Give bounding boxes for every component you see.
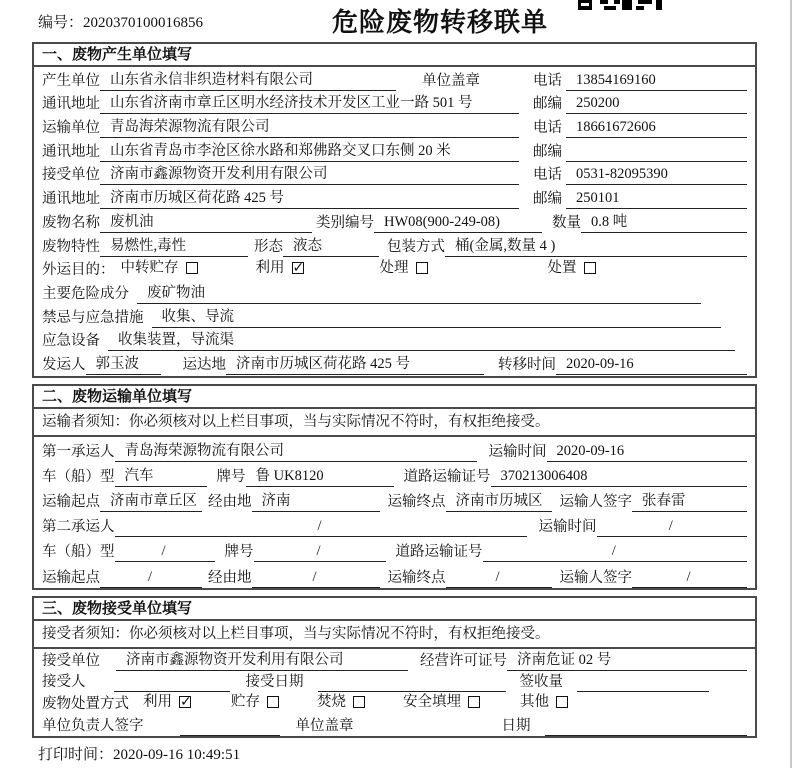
waste-name-label: 废物名称 — [42, 214, 100, 231]
purpose-utilize-option — [256, 258, 304, 278]
vehicle2-plate-label: 牌号 — [224, 544, 254, 561]
receiver-value: 济南市鑫源物资开发利用有限公司 — [100, 164, 519, 185]
vehicle2-plate-value: / — [254, 541, 386, 562]
license-value: 济南危证 02 号 — [507, 650, 747, 671]
taboo-measures-value: 收集、导流 — [152, 307, 722, 328]
acceptor-value — [114, 672, 230, 692]
receiver-zip-label: 邮编 — [533, 191, 562, 208]
disposal-other-checkbox — [556, 696, 568, 708]
dispatcher-label: 发运人 — [42, 356, 86, 373]
print-time — [38, 743, 240, 764]
disposal-method-label: 废物处置方式 — [42, 696, 129, 713]
transporter-zip-value — [566, 142, 747, 162]
route2-via-value: / — [252, 567, 380, 588]
acceptor-label: 接受人 — [42, 674, 86, 691]
hazard-component-label: 主要危险成分 — [42, 285, 129, 302]
producer-row — [34, 67, 755, 91]
receiver-address-row — [34, 185, 755, 209]
transporter-notice: 运输者须知：你必须核对以上栏目事项，当与实际情况不符时，有权拒绝接受。 — [34, 409, 755, 437]
route1-origin-label: 运输起点 — [42, 494, 100, 511]
waste-qty-label: 数量 — [552, 214, 581, 231]
vehicle2-type-value: / — [115, 541, 215, 562]
waste-code-label: 类别编号 — [316, 214, 374, 231]
transporter-label: 运输单位 — [42, 120, 100, 137]
route1-via-label: 经由地 — [208, 494, 252, 511]
waste-form-label: 形态 — [254, 238, 283, 255]
hazard-component-value: 废矿物油 — [137, 283, 701, 304]
receiver-notice: 接受者须知：你必须核对以上栏目事项，当与实际情况不符时，有权拒绝接受。 — [34, 621, 755, 649]
second-carrier-row — [34, 512, 755, 537]
route1-sign-value: 张春雷 — [632, 491, 747, 512]
producer-address-row — [34, 91, 755, 115]
purpose-transfer-storage-checkbox — [186, 262, 198, 274]
doc-number — [38, 11, 203, 32]
disposal-incinerate-option — [317, 692, 365, 712]
purpose-dispose-label: 处置 — [547, 260, 577, 277]
receiver-row — [34, 162, 755, 186]
first-carrier-value: 青岛海荣源物流有限公司 — [115, 441, 477, 462]
destination-value: 济南市历城区荷花路 425 号 — [226, 354, 484, 375]
emergency-equipment-label: 应急设备 — [42, 333, 100, 350]
accept-date-label: 接受日期 — [245, 674, 304, 691]
producer-phone-label: 电话 — [533, 72, 562, 89]
waste-property-row — [34, 233, 755, 257]
waste-pack-label: 包装方式 — [387, 238, 445, 255]
vehicle2-cert-label: 道路运输证号 — [395, 544, 483, 561]
receiver-phone-value: 0531-82095390 — [566, 164, 747, 185]
route1-end-label: 运输终点 — [387, 494, 446, 511]
doc-number-label: 编号： — [38, 15, 84, 31]
disposal-storage-checkbox — [267, 696, 279, 708]
route1-origin-value: 济南市章丘区 — [100, 491, 202, 512]
license-label: 经营许可证号 — [420, 652, 507, 669]
hazard-component-row — [34, 280, 755, 304]
signed-qty-label: 签收量 — [519, 674, 563, 691]
route2-end-label: 运输终点 — [387, 569, 446, 586]
disposal-method-row — [34, 692, 755, 714]
disposal-storage-label: 贮存 — [231, 694, 260, 711]
route2-origin-value: / — [100, 567, 202, 588]
receiver-address-value: 济南市历城区荷花路 425 号 — [100, 188, 519, 209]
transfer-time-label: 转移时间 — [498, 356, 556, 373]
purpose-transfer-storage-option — [121, 258, 198, 278]
purpose-treat-checkbox — [416, 262, 428, 274]
transporter-zip-label: 邮编 — [533, 143, 562, 160]
purpose-dispose-option — [548, 258, 596, 278]
section-transporter-heading: 二、废物运输单位填写 — [34, 386, 755, 409]
transporter-row — [34, 114, 755, 138]
section-transporter — [32, 384, 757, 590]
vehicle1-type-value: 汽车 — [115, 466, 207, 487]
print-time-label: 打印时间： — [38, 747, 114, 763]
second-carrier-label: 第二承运人 — [42, 519, 115, 536]
route2-sign-value: / — [632, 567, 747, 588]
disposal-utilize-label: 利用 — [143, 694, 172, 711]
producer-value: 山东省永信非织造材料有限公司 — [100, 70, 396, 91]
waste-property-value: 易燃性,毒性 — [100, 236, 248, 257]
transporter-address-row — [34, 138, 755, 162]
vehicle1-cert-label: 道路运输证号 — [403, 469, 491, 486]
acceptor-row — [34, 671, 755, 693]
signed-qty-value — [577, 672, 709, 692]
route1-end-value: 济南市历城区 — [446, 491, 552, 512]
vehicle1-row — [34, 462, 755, 487]
section-producer-heading: 一、废物产生单位填写 — [34, 44, 755, 67]
disposal-storage-option — [231, 692, 279, 712]
second-carrier-value: / — [115, 516, 527, 537]
qr-code-fragment — [578, 0, 662, 10]
disposal-utilize-option — [143, 692, 191, 712]
waste-form-value: 液态 — [283, 236, 379, 257]
dispatcher-value: 郭玉波 — [86, 354, 161, 375]
route2-sign-label: 运输人签字 — [559, 569, 632, 586]
producer-seal-label: 单位盖章 — [422, 72, 480, 89]
section-receiver-heading: 三、废物接受单位填写 — [34, 598, 755, 621]
waste-qty-value: 0.8 吨 — [581, 212, 747, 233]
dispatch-row — [34, 351, 755, 375]
transfer-purpose-row — [34, 257, 755, 281]
taboo-measures-row — [34, 304, 755, 328]
accept-unit-row — [34, 649, 755, 671]
transporter-address-value: 山东省青岛市李沧区徐水路和郑佛路交叉口东侧 20 米 — [100, 141, 519, 162]
section-receiver — [32, 596, 757, 738]
vehicle2-row — [34, 537, 755, 562]
vehicle2-cert-value: / — [483, 541, 748, 562]
waste-pack-value: 桶(金属,数量 4 ) — [445, 236, 747, 257]
transfer-purpose-label: 外运目的： — [42, 262, 115, 279]
disposal-incinerate-label: 焚烧 — [317, 694, 346, 711]
first-carrier-label: 第一承运人 — [42, 444, 115, 461]
disposal-utilize-checkbox — [179, 696, 191, 708]
receiver-zip-value: 250101 — [566, 188, 747, 209]
first-carrier-row — [34, 437, 755, 462]
sign-date-label: 日期 — [501, 717, 531, 734]
waste-name-row — [34, 209, 755, 233]
sign-date-value — [545, 716, 748, 736]
transport-time2-value: / — [597, 516, 748, 537]
accept-unit-value: 济南市鑫源物资开发利用有限公司 — [116, 650, 408, 671]
receiver-address-label: 通讯地址 — [42, 191, 100, 208]
transporter-value: 青岛海荣源物流有限公司 — [100, 117, 519, 138]
responsible-sign-label: 单位负责人签字 — [42, 717, 144, 734]
purpose-utilize-label: 利用 — [255, 260, 285, 277]
producer-address-label: 通讯地址 — [42, 96, 100, 113]
vehicle2-type-label: 车（船）型 — [42, 544, 115, 561]
disposal-other-option — [520, 692, 568, 712]
responsible-sign-value — [180, 716, 280, 736]
producer-zip-label: 邮编 — [533, 96, 562, 113]
receiver-label: 接受单位 — [42, 167, 100, 184]
transporter-phone-value: 18661672606 — [566, 117, 747, 138]
producer-zip-value: 250200 — [566, 93, 747, 114]
disposal-other-label: 其他 — [520, 694, 549, 711]
accept-date-value — [318, 672, 506, 692]
route2-via-label: 经由地 — [208, 569, 252, 586]
vehicle1-cert-value: 370213006408 — [491, 466, 748, 487]
disposal-landfill-checkbox — [468, 696, 480, 708]
waste-code-value: HW08(900-249-08) — [374, 212, 542, 233]
transfer-time-value: 2020-09-16 — [556, 354, 747, 375]
doc-number-value: 2020370100016856 — [83, 15, 204, 31]
route2-row — [34, 562, 755, 587]
waste-name-value: 废机油 — [100, 212, 312, 233]
form-title: 危险废物转移联单 — [332, 8, 549, 37]
route2-origin-label: 运输起点 — [42, 569, 100, 586]
unit-seal-label: 单位盖章 — [295, 717, 354, 734]
purpose-transfer-storage-label: 中转贮存 — [120, 260, 179, 277]
purpose-treat-label: 处理 — [379, 260, 409, 277]
purpose-utilize-checkbox — [292, 262, 304, 274]
accept-unit-label: 接受单位 — [42, 652, 100, 669]
vehicle1-type-label: 车（船）型 — [42, 469, 115, 486]
route1-sign-label: 运输人签字 — [559, 494, 632, 511]
scan-edge-line — [790, 0, 792, 768]
disposal-landfill-label: 安全填埋 — [403, 694, 461, 711]
print-time-value: 2020-09-16 10:49:51 — [113, 747, 241, 763]
emergency-equipment-value: 收集装置，导流渠 — [108, 330, 735, 351]
purpose-treat-option — [380, 258, 428, 278]
route2-end-value: / — [446, 567, 552, 588]
transporter-phone-label: 电话 — [533, 120, 562, 137]
producer-address-value: 山东省济南市章丘区明水经济技术开发区工业一路 501 号 — [100, 93, 519, 114]
transport-time1-label: 运输时间 — [488, 444, 547, 461]
transport-time1-value: 2020-09-16 — [547, 441, 748, 462]
receiver-phone-label: 电话 — [533, 167, 562, 184]
transport-time2-label: 运输时间 — [538, 519, 597, 536]
waste-property-label: 废物特性 — [42, 238, 100, 255]
producer-phone-value: 13854169160 — [566, 70, 747, 91]
vehicle1-plate-label: 牌号 — [216, 469, 246, 486]
route1-via-value: 济南 — [252, 491, 380, 512]
producer-label: 产生单位 — [42, 72, 100, 89]
disposal-landfill-option — [403, 692, 480, 712]
purpose-dispose-checkbox — [584, 262, 596, 274]
emergency-equipment-row — [34, 328, 755, 352]
vehicle1-plate-value: 鲁 UK8120 — [246, 466, 394, 487]
route1-row — [34, 487, 755, 512]
transporter-address-label: 通讯地址 — [42, 143, 100, 160]
destination-label: 运达地 — [182, 356, 226, 373]
section-producer — [32, 42, 757, 378]
taboo-measures-label: 禁忌与应急措施 — [42, 309, 144, 326]
disposal-incinerate-checkbox — [353, 696, 365, 708]
responsible-sign-row — [34, 714, 755, 736]
